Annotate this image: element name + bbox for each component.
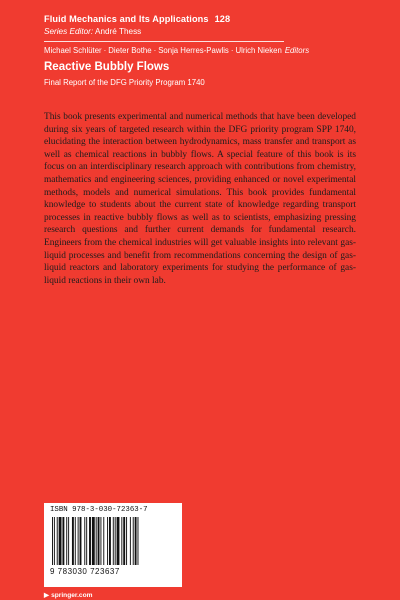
barcode-bars — [52, 517, 174, 565]
barcode-bar — [72, 517, 74, 565]
editors-label: Editors — [284, 46, 310, 55]
divider — [44, 41, 284, 42]
series-editor-label: Series Editor: — [44, 27, 94, 36]
editor-name: Michael Schlüter — [44, 46, 102, 55]
barcode-bar — [52, 517, 53, 565]
barcode-bar — [138, 517, 139, 565]
publisher-url[interactable] — [44, 591, 93, 599]
editor-name: Ulrich Nieken — [235, 46, 282, 55]
book-title: Reactive Bubbly Flows — [44, 61, 170, 73]
book-editors — [44, 46, 309, 55]
isbn-text: ISBN 978-3-030-72363-7 — [50, 506, 148, 514]
series-editor-name: André Thess — [94, 27, 142, 36]
book-subtitle: Final Report of the DFG Priority Program 1740 — [44, 78, 205, 87]
barcode-bar — [103, 517, 104, 565]
barcode-bar — [57, 517, 58, 565]
barcode-bar — [100, 517, 101, 565]
editor-name: Dieter Bothe — [108, 46, 152, 55]
barcode-bar — [96, 517, 97, 565]
barcode-bar — [66, 517, 67, 565]
barcode-bar — [133, 517, 134, 565]
barcode-bar — [54, 517, 55, 565]
barcode-bar — [113, 517, 114, 565]
barcode-bar — [130, 517, 131, 565]
barcode-bar — [121, 517, 122, 565]
series-name: Fluid Mechanics and Its Applications — [44, 14, 209, 24]
barcode-bar — [109, 517, 111, 565]
editor-separator: · — [153, 46, 157, 55]
barcode-bar — [75, 517, 76, 565]
barcode-bar — [92, 517, 95, 565]
back-cover-blurb: This book presents experimental and numerical methods that have been developed during six years of targeted research within the DFG priority program SPP 1740, elucidating the interaction between hydrodynamics, mass transfer and transport as well as chemical reactions in bubbly flows. A special feature of this book is its focus on an interdisciplinary research approach with contributions from chemistry, mathematics and engineering sciences, providing enhanced or novel experimental methods, models and numerical simulations. This book provides fundamental knowledge to students about the current state of knowledge regarding transport processes in reactive bubbly flows as well as to scientists, emphasizing pressing research questions and further current demands for fundamental research. Engineers from the chemical industries will get valuable insights into relevant gas-liquid processes and benefit from recommendations concerning the design of gas-liquid reactors and laboratory experiments for studying the performance of gas-liquid reactions in their own lab. — [44, 112, 356, 286]
editor-name: Sonja Herres-Pawlis — [158, 46, 229, 55]
barcode-bar — [117, 517, 120, 565]
barcode-bar — [84, 517, 85, 565]
editor-separator: · — [103, 46, 107, 55]
barcode-bar — [135, 517, 137, 565]
series-volume: 128 — [214, 14, 231, 24]
barcode-bar — [59, 517, 62, 565]
editor-separator: · — [230, 46, 234, 55]
isbn-barcode — [44, 503, 182, 587]
barcode-bar — [68, 517, 69, 565]
barcode-bar — [126, 517, 127, 565]
barcode-bar — [107, 517, 108, 565]
arrow-icon: ▶ — [44, 592, 50, 599]
barcode-bar — [78, 517, 79, 565]
series-editor — [44, 27, 141, 36]
publisher-url-text: springer.com — [51, 592, 93, 599]
barcode-bar — [80, 517, 82, 565]
series-title — [44, 14, 230, 24]
barcode-bar — [115, 517, 116, 565]
barcode-bar — [89, 517, 91, 565]
barcode-bar — [123, 517, 125, 565]
barcode-bar — [62, 517, 64, 565]
barcode-digits: 9 783030 723637 — [50, 567, 120, 576]
barcode-bar — [98, 517, 100, 565]
barcode-bar — [86, 517, 87, 565]
